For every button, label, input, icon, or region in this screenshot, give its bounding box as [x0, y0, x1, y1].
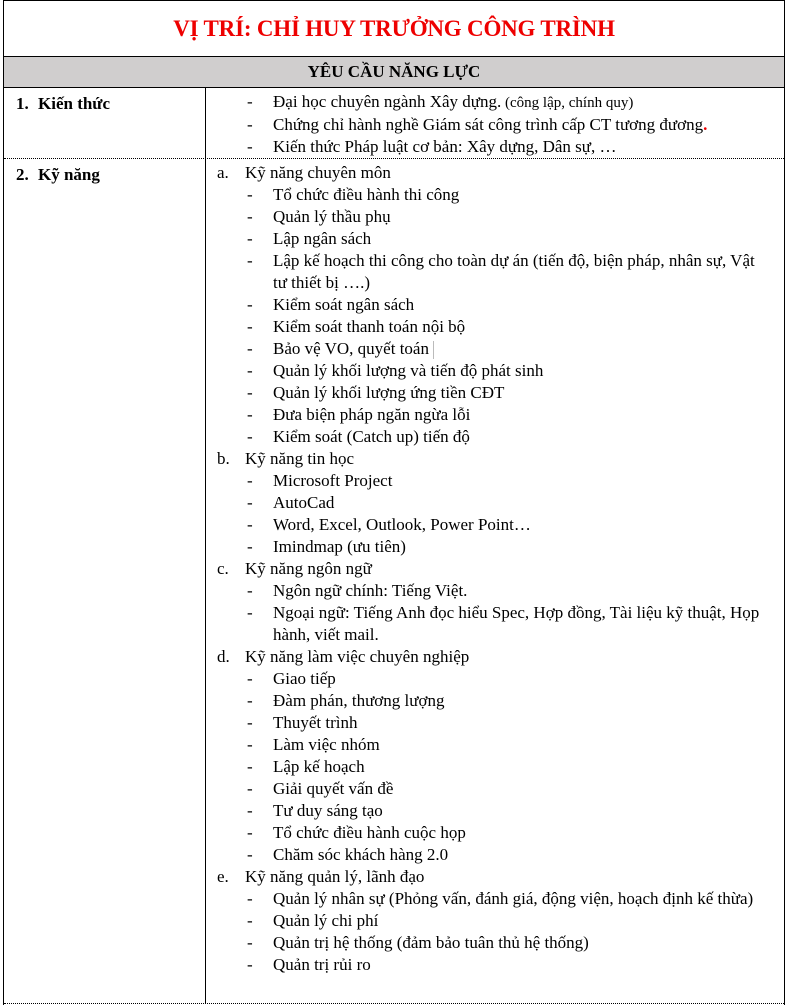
dash-bullet: -	[247, 757, 253, 776]
list-item-text: Tư duy sáng tạo	[273, 801, 383, 820]
dash-bullet: -	[247, 317, 253, 336]
list-item	[207, 338, 784, 360]
list-item	[207, 492, 784, 514]
dash-bullet: -	[247, 471, 253, 490]
dash-bullet: -	[247, 515, 253, 534]
row-knowledge	[4, 88, 784, 159]
dash-bullet: -	[247, 207, 253, 226]
list-item	[207, 294, 784, 316]
dash-bullet: -	[247, 295, 253, 314]
dash-bullet: -	[247, 361, 253, 380]
section-title-text: Kỹ năng tin học	[245, 449, 355, 468]
list-item	[207, 136, 784, 158]
list-item	[207, 580, 784, 602]
list-item	[207, 536, 784, 558]
section-title-text: Kỹ năng quản lý, lãnh đạo	[245, 867, 425, 886]
section-header: YÊU CẦU NĂNG LỰC	[307, 62, 481, 81]
skill-section-title	[207, 162, 784, 184]
list-item-text: Bảo vệ VO, quyết toán	[273, 339, 429, 358]
section-letter: c.	[217, 559, 229, 578]
dash-bullet: -	[247, 889, 253, 908]
list-item-text: Quản lý khối lượng ứng tiền CĐT	[273, 383, 505, 402]
row-label-cell	[4, 159, 206, 1003]
dash-bullet: -	[247, 92, 253, 111]
list-item-text: Kiểm soát (Catch up) tiến độ	[273, 427, 470, 446]
list-item	[207, 514, 784, 536]
row-number: 1.	[16, 94, 29, 113]
dash-bullet: -	[247, 339, 253, 358]
dash-bullet: -	[247, 603, 253, 622]
dash-bullet: -	[247, 955, 253, 974]
skill-section-title	[207, 558, 784, 580]
skill-section-title	[207, 866, 784, 888]
skills-list	[207, 162, 784, 976]
list-item	[207, 250, 784, 294]
list-item	[207, 206, 784, 228]
list-item-text: Word, Excel, Outlook, Power Point…	[273, 515, 531, 534]
list-item	[207, 800, 784, 822]
dash-bullet: -	[247, 911, 253, 930]
list-item-text: Quản lý khối lượng và tiến độ phát sinh	[273, 361, 544, 380]
list-item-text: Quản trị rủi ro	[273, 955, 371, 974]
list-item-text: Giải quyết vấn đề	[273, 779, 394, 798]
list-item-text: Microsoft Project	[273, 471, 393, 490]
dash-bullet: -	[247, 801, 253, 820]
list-item	[207, 382, 784, 404]
list-item	[207, 114, 784, 136]
dash-bullet: -	[247, 713, 253, 732]
list-item	[207, 778, 784, 800]
requirements-document	[3, 0, 785, 1005]
dash-bullet: -	[247, 845, 253, 864]
skill-section-title	[207, 646, 784, 668]
dash-bullet: -	[247, 581, 253, 600]
row-label-cell	[4, 88, 206, 158]
dash-bullet: -	[247, 383, 253, 402]
section-title-text: Kỹ năng ngôn ngữ	[245, 559, 372, 578]
list-item-text: Đại học chuyên ngành Xây dựng.	[273, 92, 502, 111]
dash-bullet: -	[247, 823, 253, 842]
list-item	[207, 822, 784, 844]
section-letter: d.	[217, 647, 230, 666]
row-content-cell	[207, 159, 784, 1003]
list-item-text: Kiểm soát thanh toán nội bộ	[273, 317, 466, 336]
list-item	[207, 712, 784, 734]
dash-bullet: -	[247, 427, 253, 446]
row-label-text: Kiến thức	[38, 94, 111, 113]
list-item-text: Đưa biện pháp ngăn ngừa lỗi	[273, 405, 471, 424]
list-item-text: Tổ chức điều hành cuộc họp	[273, 823, 466, 842]
dash-bullet: -	[247, 251, 253, 270]
list-item-text: Giao tiếp	[273, 669, 336, 688]
list-item-text: Imindmap (ưu tiên)	[273, 537, 406, 556]
list-item	[207, 404, 784, 426]
list-item	[207, 734, 784, 756]
list-item-text: Ngoại ngữ: Tiếng Anh đọc hiểu Spec, Hợp đồng, Tài liệu kỹ thuật, Họp hành, viết mail.	[273, 603, 760, 644]
list-item-text: Thuyết trình	[273, 713, 358, 732]
row-label-text: Kỹ năng	[38, 165, 100, 184]
text-cursor-mark	[433, 341, 434, 359]
dash-bullet: -	[247, 691, 253, 710]
list-item	[207, 602, 784, 646]
row-number: 2.	[16, 165, 29, 184]
list-item-text: Đàm phán, thương lượng	[273, 691, 445, 710]
list-item	[207, 184, 784, 206]
dash-bullet: -	[247, 137, 253, 156]
row-skills	[4, 159, 784, 1004]
list-item-text: Ngôn ngữ chính: Tiếng Việt.	[273, 581, 468, 600]
list-item	[207, 888, 784, 910]
list-item-text: Kiến thức Pháp luật cơ bản: Xây dựng, Dân sự, …	[273, 137, 617, 156]
list-item-text: Lập ngân sách	[273, 229, 372, 248]
section-title-text: Kỹ năng làm việc chuyên nghiệp	[245, 647, 470, 666]
list-item-note: (công lập, chính quy)	[501, 95, 634, 111]
list-item	[207, 690, 784, 712]
list-item-text: Quản trị hệ thống (đảm bảo tuân thủ hệ thống)	[273, 933, 589, 952]
list-item-text: Làm việc nhóm	[273, 735, 380, 754]
list-item-text: Chứng chỉ hành nghề Giám sát công trình cấp CT tương đương	[273, 115, 704, 134]
list-item-text: Lập kế hoạch	[273, 757, 365, 776]
dash-bullet: -	[247, 669, 253, 688]
list-item	[207, 228, 784, 250]
list-item	[207, 426, 784, 448]
list-item	[207, 668, 784, 690]
title-row	[4, 0, 784, 57]
dash-bullet: -	[247, 493, 253, 512]
list-item-text: Chăm sóc khách hàng 2.0	[273, 845, 449, 864]
row-content-cell	[207, 88, 784, 158]
list-item	[207, 844, 784, 866]
dash-bullet: -	[247, 537, 253, 556]
dash-bullet: -	[247, 405, 253, 424]
row-label	[16, 165, 100, 185]
list-item	[207, 91, 784, 114]
red-period: .	[703, 115, 708, 134]
dash-bullet: -	[247, 115, 253, 134]
list-item-text: Quản lý nhân sự (Phỏng vấn, đánh giá, động viện, hoạch định kế thừa)	[273, 889, 754, 908]
section-title-text: Kỹ năng chuyên môn	[245, 163, 391, 182]
row-label	[16, 94, 110, 114]
list-item	[207, 954, 784, 976]
dash-bullet: -	[247, 185, 253, 204]
list-item	[207, 932, 784, 954]
list-item-text: Tổ chức điều hành thi công	[273, 185, 460, 204]
page-title: VỊ TRÍ: CHỈ HUY TRƯỞNG CÔNG TRÌNH	[173, 15, 615, 41]
section-letter: e.	[217, 867, 229, 886]
list-item	[207, 316, 784, 338]
dash-bullet: -	[247, 933, 253, 952]
list-item-text: Kiểm soát ngân sách	[273, 295, 415, 314]
list-item	[207, 360, 784, 382]
list-item	[207, 470, 784, 492]
dash-bullet: -	[247, 779, 253, 798]
list-item	[207, 756, 784, 778]
list-item	[207, 910, 784, 932]
section-letter: b.	[217, 449, 230, 468]
dash-bullet: -	[247, 735, 253, 754]
skill-section-title	[207, 448, 784, 470]
list-item-text: AutoCad	[273, 493, 335, 512]
list-item-text: Lập kế hoạch thi công cho toàn dự án (tiến độ, biện pháp, nhân sự, Vật tư thiết bị ….)	[273, 251, 755, 292]
list-item-text: Quản lý chi phí	[273, 911, 379, 930]
dash-bullet: -	[247, 229, 253, 248]
header-row	[4, 57, 784, 88]
section-letter: a.	[217, 163, 229, 182]
list-item-text: Quản lý thầu phụ	[273, 207, 391, 226]
